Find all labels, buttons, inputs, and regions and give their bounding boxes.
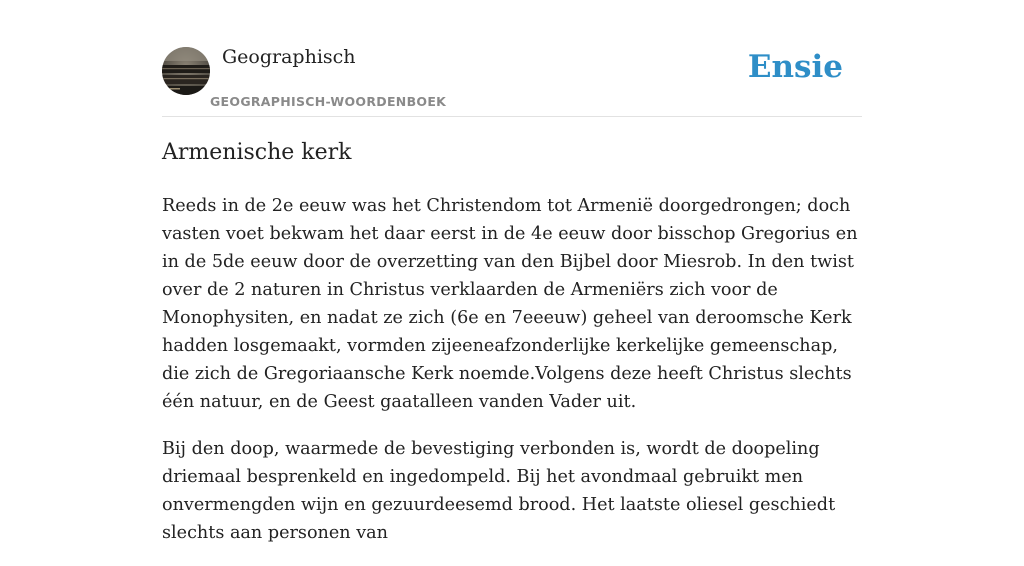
article-paragraph: Bij den doop, waarmede de bevestiging verbonden is, wordt de doopeling driemaal besprenkeld en ingedompeld. Bij het avondmaal gebruikt men onvermengden wijn en gezuurdeesemd brood. Het laatste oliesel geschiedt slechts aan personen van <box>162 439 836 543</box>
book-stack-avatar-icon[interactable] <box>162 47 210 95</box>
header <box>162 40 862 117</box>
ensie-logo[interactable]: Ensie <box>747 49 843 85</box>
source-subtitle-link[interactable]: GEOGRAPHISCH-WOORDENBOEK <box>210 94 447 109</box>
article-body <box>162 192 866 566</box>
article-title: Armenische kerk <box>162 140 352 165</box>
source-title-link[interactable]: Geographisch <box>222 46 356 68</box>
article-paragraph: Reeds in de 2e eeuw was het Christendom tot Armenië doorgedrongen; doch vasten voet bekwam het daar eerst in de 4e eeuw door bisschop Gregorius en in de 5de eeuw door de overzetting van den Bijbel door Miesrob. In den twist over de 2 naturen in Christus verklaarden de Armeniërs zich voor de Monophysiten, en nadat ze zich (6e en 7eeeuw) geheel van deroomsche Kerk hadden losgemaakt, vormden zijeeneafzonderlijke kerkelijke gemeenschap, die zich de Gregoriaansche Kerk noemde.Volgens deze heeft Christus slechts één natuur, en de Geest gaatalleen vanden Vader uit. <box>162 196 858 412</box>
